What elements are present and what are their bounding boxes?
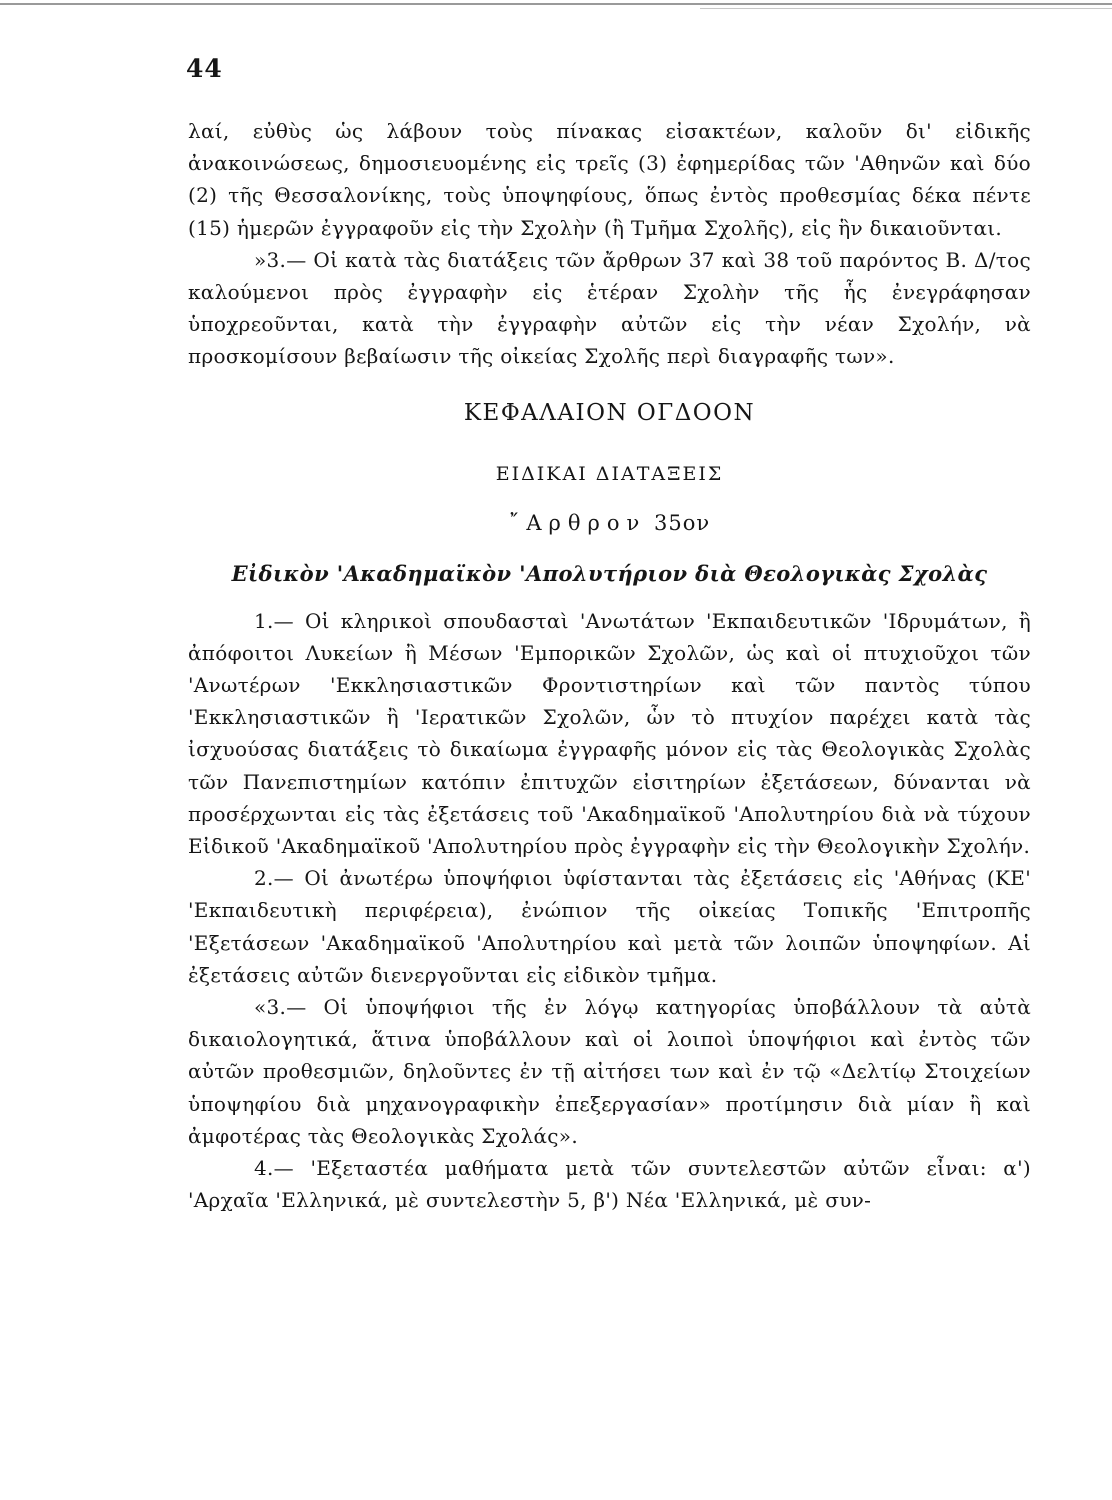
- page-number: 44: [186, 54, 223, 83]
- article-paragraph-4: 4.— 'Εξεταστέα μαθήματα μετὰ τῶν συντελεστῶν αὐτῶν εἶναι: α') 'Αρχαῖα 'Ελληνικά, μὲ συντελεστὴν 5, β') Νέα 'Ελληνικά, μὲ συν-: [188, 1156, 1031, 1213]
- article-paragraph-1: 1.— Οἱ κληρικοὶ σπουδασταὶ 'Ανωτάτων 'Εκπαιδευτικῶν 'Ιδρυμάτων, ἢ ἀπόφοιτοι Λυκείων ἢ Μέσων 'Εμπορικῶν Σχολῶν, ὡς καὶ οἱ πτυχιοῦχοι τῶν 'Ανωτέρων 'Εκκλησιαστικῶν Φροντιστηρίων καὶ τῶν παντὸς τύπου 'Εκκλησιαστικῶν ἢ 'Ιερατικῶν Σχολῶν, ὧν τὸ πτυχίον παρέχει κατὰ τὰς ἰσχυούσας διατάξεις τὸ δικαίωμα ἐγγραφῆς μόνον εἰς τὰς Θεολογικὰς Σχολὰς τῶν Πανεπιστημίων κατόπιν ἐπιτυχῶν εἰσιτηρίων ἐξετάσεων, δύνανται νὰ προσέρχωνται εἰς τὰς ἐξετάσεις τοῦ 'Ακαδημαϊκοῦ 'Απολυτηρίου διὰ νὰ τύχουν Εἰδικοῦ 'Ακαδημαϊκοῦ 'Απολυτηρίου πρὸς ἐγγραφὴν εἰς τὴν Θεολογικὴν Σχολήν.: [188, 608, 1031, 859]
- paragraph-continuation: λαί, εὐθὺς ὡς λάβουν τοὺς πίνακας εἰσακτέων, καλοῦν δι' εἰδικῆς ἀνακοινώσεως, δημοσιευομένης εἰς τρεῖς (3) ἐφημερίδας τῶν 'Αθηνῶν καὶ δύο (2) τῆς Θεσσαλονίκης, τοὺς ὑποψηφίους, ὅπως ἐντὸς προθεσμίας δέκα πέντε (15) ἡμερῶν ἐγγραφοῦν εἰς τὴν Σχολὴν (ἢ Τμῆμα Σχολῆς), εἰς ἣν δικαιοῦνται.: [188, 119, 1031, 240]
- article-paragraph-3: «3.— Οἱ ὑποψήφιοι τῆς ἐν λόγῳ κατηγορίας ὑποβάλλουν τὰ αὐτὰ δικαιολογητικά, ἅτινα ὑποβάλλουν καὶ οἱ λοιποὶ ὑποψήφιοι καὶ ἐντὸς τῶν αὐτῶν προθεσμιῶν, δηλοῦντες ἐν τῇ αἰτήσει των καὶ ἐν τῷ «Δελτίῳ Στοιχείων ὑποψηφίου διὰ μηχανογραφικὴν ἐπεξεργασίαν» προτίμησιν διὰ μίαν ἢ καὶ ἀμφοτέρας τὰς Θεολογικὰς Σχολάς».: [188, 995, 1031, 1148]
- scan-top-border-faint: [700, 8, 1112, 9]
- paragraph-clause-3: »3.— Οἱ κατὰ τὰς διατάξεις τῶν ἄρθρων 37 καὶ 38 τοῦ παρόντος Β. Δ/τος καλούμενοι πρὸς ἐγγραφὴν εἰς ἑτέραν Σχολὴν τῆς ἧς ἐνεγράφησαν ὑποχρεοῦνται, κατὰ τὴν ἐγγραφὴν αὐτῶν εἰς τὴν νέαν Σχολήν, νὰ προσκομίσουν βεβαίωσιν τῆς οἰκείας Σχολῆς περὶ διαγραφῆς των».: [188, 247, 1031, 369]
- article-heading: Εἰδικὸν 'Ακαδημαϊκὸν 'Απολυτήριον διὰ Θεολογικὰς Σχολὰς: [231, 560, 988, 586]
- article-title: [188, 507, 1031, 539]
- document-page: [188, 54, 1031, 1216]
- scan-top-border: [0, 3, 1112, 5]
- chapter-title: ΚΕΦΑΛΑΙΟΝ ΟΓΔΟΟΝ: [463, 399, 756, 426]
- section-title: ΕΙΔΙΚΑΙ ΔΙΑΤΑΞΕΙΣ: [495, 462, 724, 485]
- article-paragraph-2: 2.— Οἱ ἀνωτέρω ὑποψήφιοι ὑφίστανται τὰς ἐξετάσεις εἰς 'Αθήνας (ΚΕ' 'Εκπαιδευτικὴ περιφέρεια), ἐνώπιον τῆς οἰκείας Τοπικῆς 'Επιτροπῆς 'Εξετάσεων 'Ακαδημαϊκοῦ 'Απολυτηρίου καὶ μετὰ τῶν λοιπῶν ὑποψηφίων. Αἱ ἐξετάσεις αὐτῶν διενεργοῦνται εἰς εἰδικὸν τμῆμα.: [188, 866, 1031, 987]
- article-word: ῎Αρθρον: [508, 510, 647, 535]
- article-number: 35ον: [653, 510, 711, 535]
